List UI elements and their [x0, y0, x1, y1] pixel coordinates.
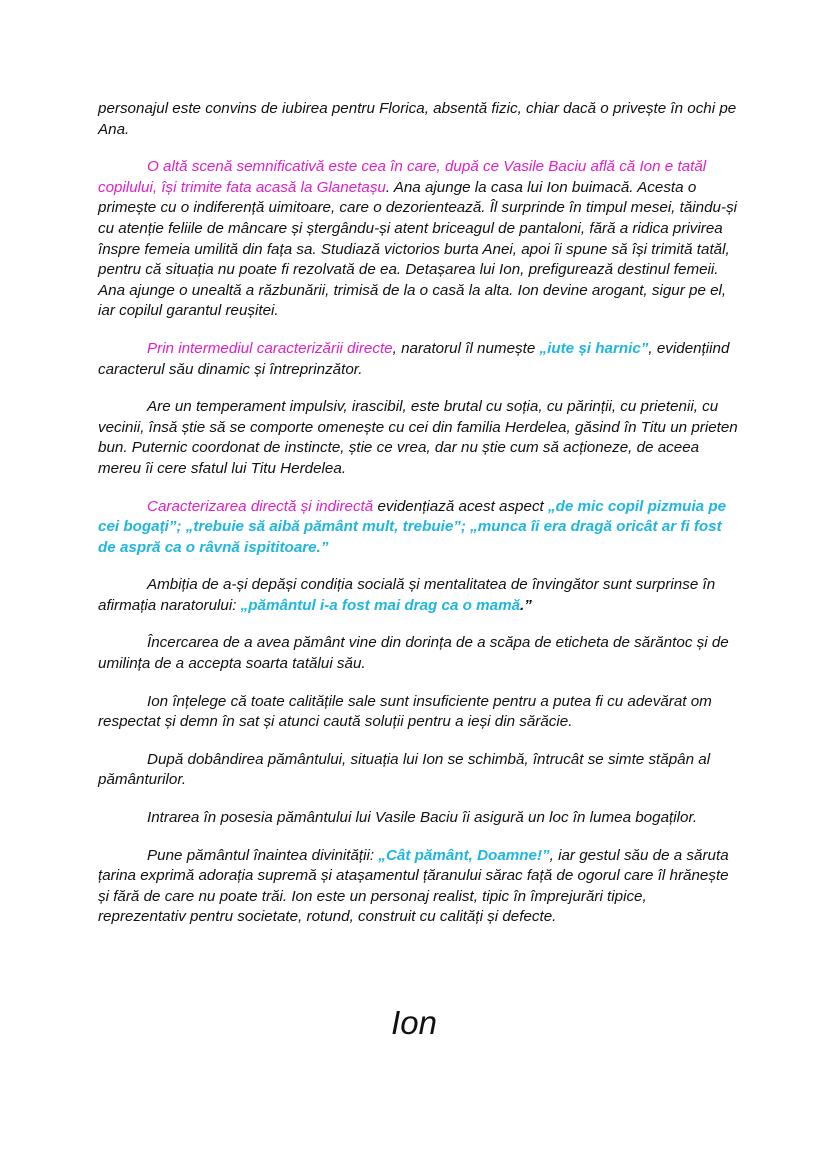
paragraph [98, 846, 738, 928]
paragraph-text: . Ana ajunge la casa lui Ion buimacă. Acesta o primește cu o indiferență uimitoare, care o dezorientează. Îl surprinde în timpul mesei, tăindu-și cu atenție feliile de mâncare și ștergându-și atent briceagul de pantaloni, fără a ridica privirea înspre femeia umilită din fața sa. Studiază victorios burta Anei, apoi îi spune să își trimită tatăl, pentru că situația nu poate fi rezolvată de ea. Detașarea lui Ion, prefigurează destinul femeii. Ana ajunge o unealtă a răzbunării, trimisă de la o casă la alta. Ion devine arogant, sigur pe el, iar copilul garantul reușitei. [98, 178, 738, 320]
paragraph-text: , naratorul îl numește [392, 339, 540, 357]
emphasis-highlight: O altă scenă semnificativă este cea în care, după ce Vasile Baciu află că Ion e tatăl copilului, își trimite fata acasă la Glanetașu [98, 158, 707, 196]
paragraph-text: Încercarea de a avea pământ vine din dorința de a scăpa de eticheta de sărăntoc și de umilința de a accepta soarta tatălui său. [98, 634, 729, 673]
emphasis-highlight: Prin intermediul caracterizării directe [147, 339, 393, 357]
document-body [98, 99, 738, 945]
quote-highlight: „iute și harnic” [539, 339, 649, 357]
quote-highlight: „Cât pământ, Doamne!” [378, 846, 550, 864]
paragraph-text: Are un temperament impulsiv, irascibil, este brutal cu soția, cu părinții, cu prietenii, cu vecinii, însă știe să se comporte omenește cu cei din familia Herdelea, găsind în Titu un prieten bun. Puternic coordonat de instincte, știe ce vrea, dar nu știe cum să acționeze, de aceea mereu îi cere sfatul lui Titu Herdelea. [98, 398, 738, 477]
paragraph-text: .” [520, 596, 532, 614]
paragraph [98, 575, 738, 616]
paragraph [98, 750, 738, 791]
paragraph [98, 692, 738, 733]
paragraph [98, 157, 738, 322]
paragraph [98, 339, 738, 380]
paragraph-text: personajul este convins de iubirea pentru Florica, absentă fizic, chiar dacă o privește în ochi pe Ana. [98, 100, 737, 138]
paragraph [98, 633, 738, 674]
paragraph-text: evidențiază acest aspect [373, 497, 548, 515]
paragraph-text: Pune pământul înaintea divinității: [147, 846, 379, 864]
quote-highlight: „pământul i-a fost mai drag ca o mamă [240, 596, 521, 614]
paragraph-text: , iar gestul său de a săruta țarina exprimă adorația supremă și atașamentul țăranului sărac față de ogorul care îl hrănește și fără de care nu poate trăi. Ion este un personaj realist, tipic în împrejurări tipice, reprezentativ pentru societate, rotund, construit cu calități și defecte. [98, 846, 729, 926]
paragraph [98, 99, 738, 140]
paragraph [98, 808, 738, 829]
paragraph-text: , evidențiind caracterul său dinamic și întreprinzător. [98, 339, 730, 378]
paragraph-text: După dobândirea pământului, situația lui Ion se schimbă, întrucât se simte stăpân al pământurilor. [98, 750, 711, 789]
paragraph [98, 497, 738, 559]
paragraph-text: Intrarea în posesia pământului lui Vasile Baciu îi asigură un loc în lumea bogaților. [147, 809, 698, 827]
emphasis-highlight: Caracterizarea directă și indirectă [147, 497, 374, 515]
page-footer-title: Ion [391, 1004, 437, 1041]
paragraph-text: Ion înțelege că toate calitățile sale sunt insuficiente pentru a putea fi cu adevărat om respectat și demn în sat și atunci caută soluții pentru a ieși din sărăcie. [98, 692, 712, 731]
paragraph [98, 397, 738, 479]
paragraph-text: Ambiția de a-și depăși condiția socială și mentalitatea de învingător sunt surprinse în afirmația naratorului: [98, 576, 716, 614]
quote-highlight: „de mic copil pizmuia pe cei bogați”; „trebuie să aibă pământ mult, trebuie”; „munca îi era dragă oricât ar fi fost de aspră ca o râvnă ispititoare.” [98, 497, 727, 556]
